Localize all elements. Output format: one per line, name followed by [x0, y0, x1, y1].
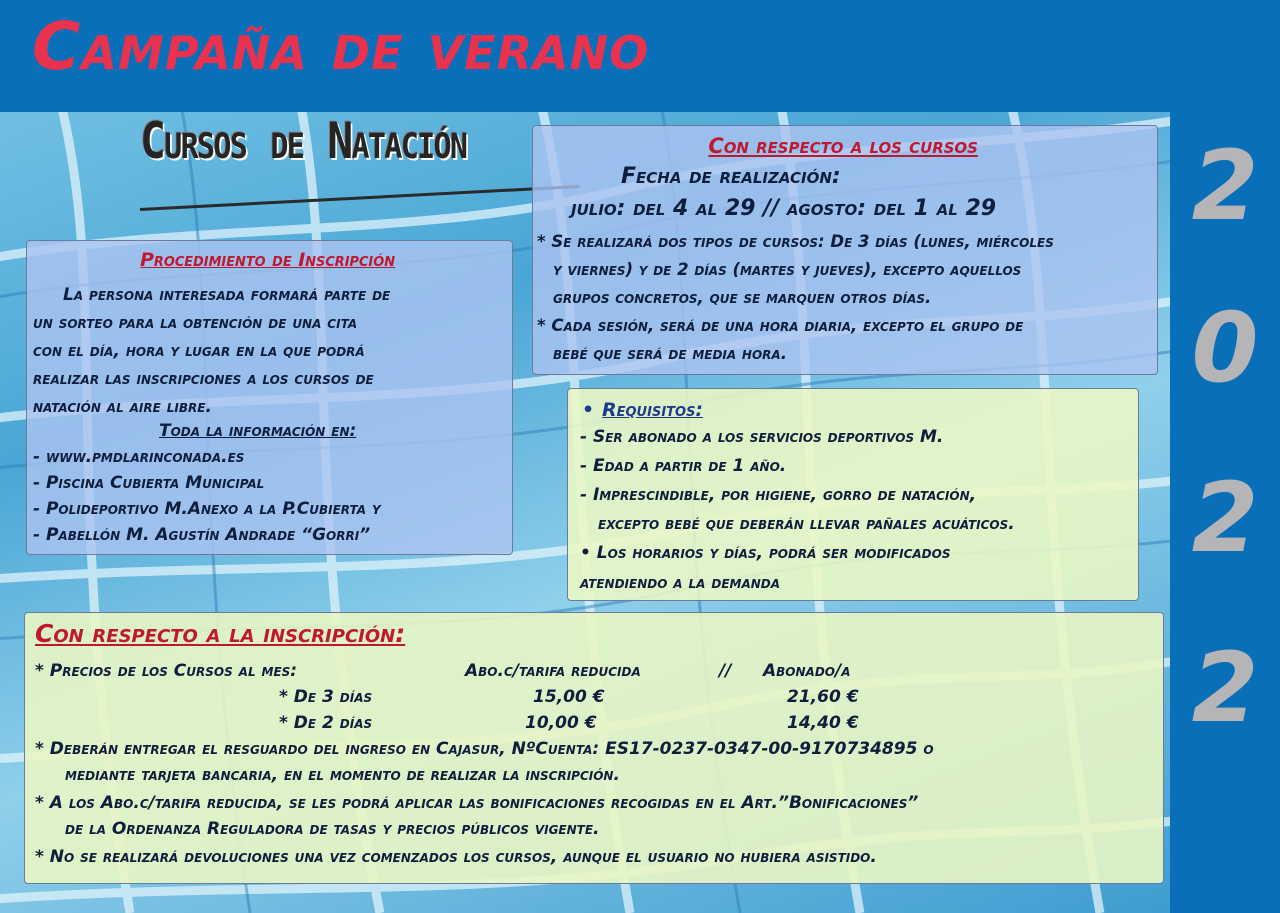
info-item: - Piscina Cubierta Municipal: [33, 473, 265, 493]
price-row-label: * De 2 días: [279, 713, 373, 733]
info-item-website[interactable]: - www.pmdlarinconada.es: [33, 447, 245, 467]
course-dates: julio: del 4 al 29 // agosto: del 1 al 29: [571, 196, 997, 221]
year-digit-1: 2: [1191, 130, 1259, 242]
price-reduced: 15,00 €: [533, 687, 605, 707]
procedure-paragraph-line: un sorteo para la obtención de una cita: [33, 313, 358, 333]
price-col-reduced: Abo.c/tarifa reducida: [465, 661, 641, 681]
courses-note-line: * Se realizará dos tipos de cursos: De 3 días (lunes, miércoles: [537, 232, 1054, 251]
page-title: Campaña de verano: [32, 8, 650, 85]
price-member: 14,40 €: [787, 713, 859, 733]
year-digit-3: 2: [1191, 462, 1259, 574]
courses-note-line: y viernes) y de 2 días (martes y jueves), excepto aquellos: [553, 260, 1022, 279]
requirement-item: atendiendo a la demanda: [580, 573, 781, 593]
subtitle-underline: [140, 185, 580, 211]
registration-note-line: mediante tarjeta bancaria, en el momento de realizar la inscripción.: [65, 765, 620, 785]
requirement-item: - Edad a partir de 1 año.: [580, 456, 787, 476]
price-reduced: 10,00 €: [525, 713, 597, 733]
swimming-courses-title: [140, 112, 580, 222]
registration-note-line: * A los Abo.c/tarifa reducida, se les podrá aplicar las bonificaciones recogidas en el Art.”Bonificaciones”: [35, 793, 919, 813]
registration-box: [24, 612, 1164, 884]
requirement-item: excepto bebé que deberán llevar pañales acuáticos.: [598, 514, 1015, 534]
procedure-box: [26, 240, 513, 555]
registration-note-line: * Deberán entregar el resguardo del ingreso en Cajasur, NºCuenta: ES17-0237-0347-00-9170734895 o: [35, 739, 934, 759]
requirements-box: [567, 388, 1139, 601]
requirements-heading: Requisitos:: [602, 399, 704, 421]
registration-note-line: de la Ordenanza Reguladora de tasas y precios públicos vigente.: [65, 819, 600, 839]
procedure-heading: Procedimiento de Inscripción: [140, 249, 396, 271]
procedure-paragraph-line: natación al aire libre.: [33, 397, 212, 417]
price-col-separator: //: [719, 661, 732, 681]
procedure-paragraph-line: con el día, hora y lugar en la que podrá: [33, 341, 365, 361]
courses-heading: Con respecto a los cursos: [708, 134, 978, 158]
requirements-bullet: •: [582, 399, 595, 421]
price-row-label: * De 3 días: [279, 687, 373, 707]
courses-note-line: grupos concretos, que se marquen otros días.: [553, 288, 932, 307]
year-digit-2: 0: [1191, 292, 1259, 404]
courses-info-box: [532, 125, 1158, 375]
info-item: - Polideportivo M.Anexo a la P.Cubierta y: [33, 499, 381, 519]
courses-note-line: * Cada sesión, será de una hora diaria, excepto el grupo de: [537, 316, 1024, 335]
prices-label: * Precios de los Cursos al mes:: [35, 661, 298, 681]
date-label: Fecha de realización:: [621, 164, 841, 189]
requirement-item: - Imprescindible, por higiene, gorro de natación,: [580, 485, 977, 505]
requirement-item: • Los horarios y días, podrá ser modificados: [580, 543, 951, 563]
requirement-item: - Ser abonado a los servicios deportivos M.: [580, 427, 944, 447]
price-col-member: Abonado/a: [763, 661, 851, 681]
courses-note-line: bebé que será de media hora.: [553, 344, 787, 363]
procedure-paragraph-line: realizar las inscripciones a los cursos de: [33, 369, 374, 389]
info-item: - Pabellón M. Agustín Andrade “Gorri”: [33, 525, 371, 545]
info-heading: Toda la información en:: [159, 421, 357, 441]
procedure-paragraph-line: La persona interesada formará parte de: [63, 285, 391, 305]
price-member: 21,60 €: [787, 687, 859, 707]
registration-heading: Con respecto a la inscripción:: [35, 619, 406, 648]
subtitle-text: Cursos de Natación: [140, 112, 467, 170]
year-digit-4: 2: [1191, 632, 1259, 744]
registration-note-line: * No se realizará devoluciones una vez comenzados los cursos, aunque el usuario no hubiera asistido.: [35, 847, 877, 867]
title-banner: [0, 0, 1170, 112]
